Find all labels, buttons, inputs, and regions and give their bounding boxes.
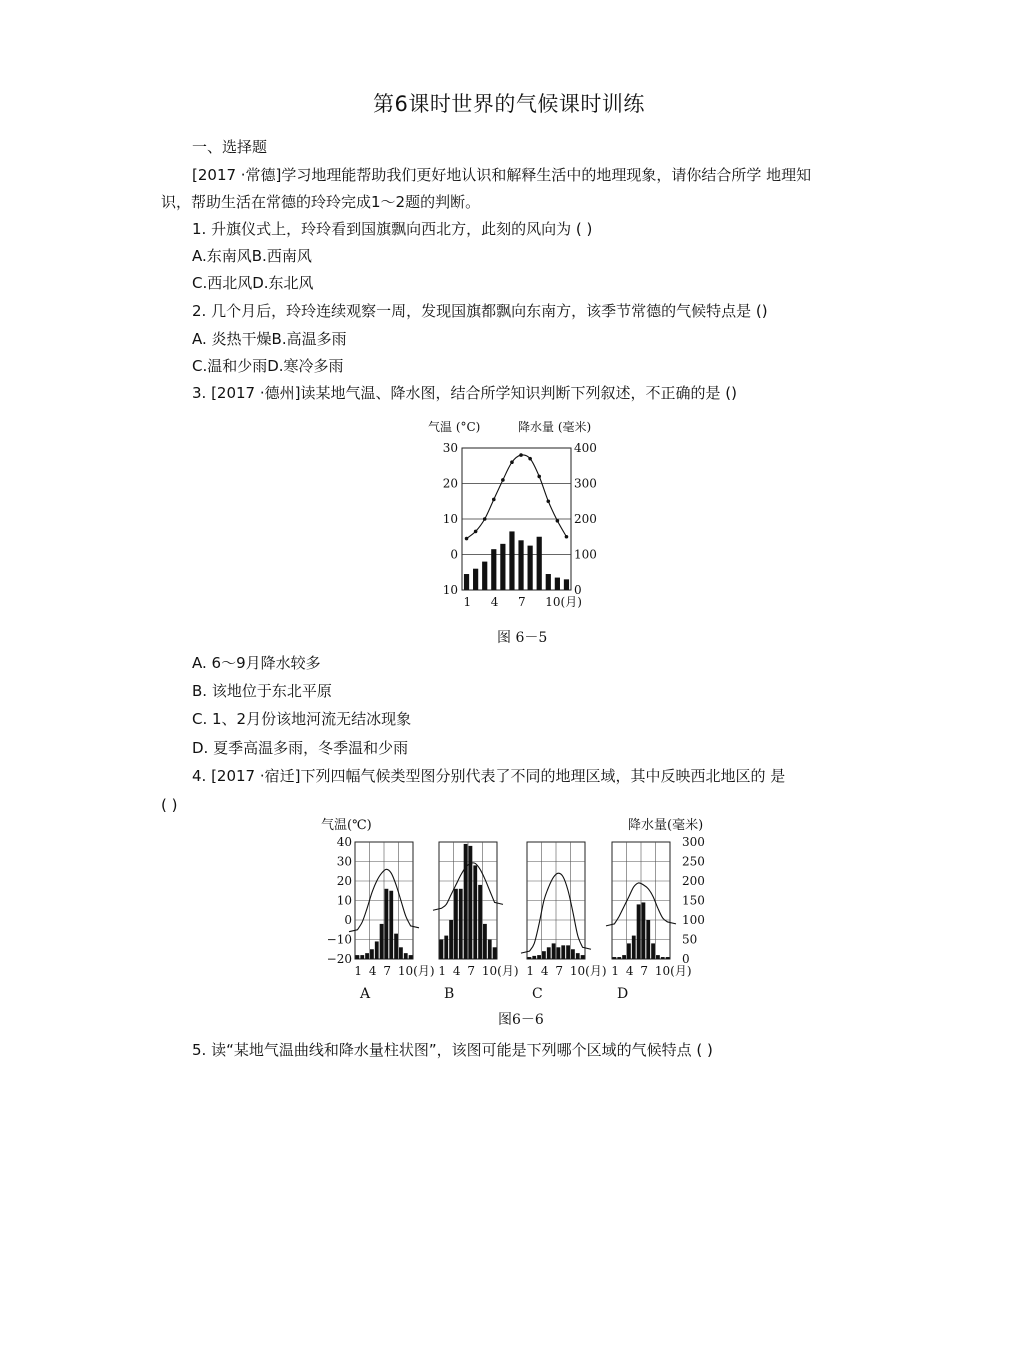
precipitation-tick-label: 50 — [682, 932, 698, 947]
temperature-tick-label: −10 — [326, 932, 352, 947]
month-tick-label: 7 — [518, 595, 526, 609]
precipitation-bar — [656, 955, 660, 959]
precipitation-axis-label: 降水量(毫米) — [628, 818, 704, 833]
precipitation-bar — [500, 544, 505, 590]
precipitation-bar — [532, 956, 536, 959]
question-2-stem: 2. 几个月后，玲玲连续观察一周，发现国旗都飘向东南方，该季节常德的气候特点是 () — [192, 302, 768, 320]
precipitation-bar — [493, 947, 497, 959]
temperature-point — [465, 537, 469, 541]
panel-label: A — [360, 986, 371, 1002]
month-tick-label: 7 — [467, 964, 476, 978]
precipitation-bar — [651, 943, 655, 959]
precipitation-bar — [482, 562, 487, 590]
temperature-tick-label: 0 — [344, 913, 352, 927]
precipitation-bar — [491, 549, 496, 590]
precipitation-bar — [473, 865, 477, 959]
precipitation-bar — [581, 955, 585, 959]
temperature-point — [501, 478, 505, 482]
precipitation-bar — [459, 889, 463, 959]
precipitation-bar — [555, 578, 560, 590]
precipitation-bar — [488, 940, 492, 960]
precipitation-bar — [528, 546, 533, 590]
month-tick-label: 7 — [640, 964, 649, 978]
precipitation-bar — [571, 949, 575, 959]
climate-charts-6-6-svg — [315, 812, 725, 1032]
precipitation-bar — [394, 934, 398, 959]
precipitation-bar — [632, 936, 636, 959]
precipitation-tick-label: 100 — [682, 913, 705, 927]
temperature-tick-label: 20 — [442, 476, 458, 491]
month-tick-label: 7 — [555, 964, 564, 978]
precipitation-bar — [399, 947, 403, 959]
precipitation-axis-label: 降水量 (毫米) — [518, 420, 592, 434]
temperature-point — [519, 453, 523, 457]
figure-caption: 图 6－5 — [497, 630, 548, 646]
precipitation-bar — [547, 947, 551, 959]
month-tick-label: 7 — [383, 964, 392, 978]
temperature-point — [546, 499, 550, 503]
precipitation-bar — [617, 957, 621, 959]
climate-chart-6-5-svg — [420, 412, 630, 652]
section-heading: 一、选择题 — [192, 138, 268, 156]
figure-caption: 图6－6 — [498, 1012, 544, 1028]
precipitation-tick-label: 300 — [682, 835, 705, 849]
month-tick-label: 1 — [463, 595, 472, 609]
precipitation-bar — [440, 940, 444, 960]
precipitation-bar — [404, 953, 408, 959]
page-title: 第6课时世界的气候课时训练 — [373, 92, 645, 116]
precipitation-bar — [576, 953, 580, 959]
month-tick-label: 1 — [526, 964, 535, 978]
precipitation-tick-label: 250 — [682, 854, 705, 869]
question-4-stem-continued: ( ) — [161, 796, 178, 814]
temperature-tick-label: −20 — [326, 952, 352, 966]
precipitation-tick-label: 400 — [574, 441, 597, 455]
precipitation-tick-label: 0 — [574, 583, 582, 597]
precipitation-bar — [454, 889, 458, 959]
precipitation-bar — [356, 955, 360, 959]
precipitation-bar — [409, 955, 413, 959]
question-1-options-ab: A.东南风B.西南风 — [192, 247, 312, 265]
precipitation-bar — [389, 891, 393, 959]
precipitation-bar — [380, 924, 384, 959]
question-3-option-b: B. 该地位于东北平原 — [192, 682, 332, 700]
intro-line-2: 识，帮助生活在常德的玲玲完成1～2题的判断。 — [161, 193, 481, 211]
precipitation-bar — [627, 943, 631, 959]
precipitation-bar — [528, 957, 532, 959]
question-5-stem: 5. 读“某地气温曲线和降水量柱状图”，该图可能是下列哪个区域的气候特点 ( ) — [192, 1041, 713, 1059]
precipitation-bar — [642, 902, 646, 959]
precipitation-bar — [564, 579, 569, 590]
temperature-tick-label: 30 — [442, 441, 458, 455]
panel-label: C — [532, 986, 543, 1002]
temperature-point — [556, 519, 560, 523]
precipitation-bar — [552, 943, 556, 959]
question-1-stem: 1. 升旗仪式上，玲玲看到国旗飘向西北方，此刻的风向为 ( ) — [192, 220, 593, 238]
precipitation-bar — [566, 945, 570, 959]
question-4-stem: 4. [2017 ·宿迁]下列四幅气候类型图分别代表了不同的地理区域，其中反映西北地区的 是 — [192, 767, 786, 785]
month-tick-label: 10(月) — [569, 964, 607, 978]
temperature-curve — [467, 455, 567, 539]
precipitation-bar — [483, 924, 487, 959]
precipitation-bar — [478, 885, 482, 959]
temperature-tick-label: 30 — [336, 854, 352, 869]
question-3-option-d: D. 夏季高温多雨，冬季温和少雨 — [192, 739, 409, 757]
precipitation-bar — [557, 947, 561, 959]
month-tick-label: 4 — [490, 595, 499, 609]
precipitation-bar — [365, 953, 369, 959]
climate-chart-6-5 — [420, 412, 630, 656]
temperature-axis-label: 气温(℃) — [321, 818, 372, 833]
panel-label: D — [617, 986, 629, 1002]
temperature-tick-label: 10 — [442, 583, 458, 597]
temperature-point — [492, 498, 496, 502]
intro-line-1: [2017 ·常德]学习地理能帮助我们更好地认识和解释生活中的地理现象，请你结合所学 地理知 — [192, 166, 812, 184]
precipitation-tick-label: 200 — [574, 512, 597, 526]
question-3-option-c: C. 1、2月份该地河流无结冰现象 — [192, 710, 412, 728]
temperature-tick-label: 10 — [336, 893, 352, 908]
question-2-options-ab: A. 炎热干燥B.高温多雨 — [192, 330, 347, 348]
precipitation-bar — [637, 904, 641, 959]
precipitation-bar — [385, 889, 389, 959]
month-tick-label: 4 — [625, 964, 634, 978]
question-3-option-a: A. 6～9月降水较多 — [192, 654, 321, 672]
precipitation-bar — [561, 945, 565, 959]
precipitation-bar — [537, 537, 542, 590]
precipitation-bar — [375, 941, 379, 959]
temperature-tick-label: 0 — [450, 547, 458, 562]
precipitation-tick-label: 150 — [682, 893, 705, 908]
panel-label: B — [444, 986, 455, 1002]
precipitation-bar — [613, 957, 617, 959]
month-tick-label: 4 — [540, 964, 549, 978]
precipitation-bar — [537, 955, 541, 959]
precipitation-bar — [370, 949, 374, 959]
temperature-tick-label: 40 — [336, 835, 352, 849]
precipitation-tick-label: 100 — [574, 547, 597, 562]
precipitation-bar — [449, 920, 453, 959]
precipitation-bar — [360, 955, 364, 959]
month-tick-label: 10(月) — [397, 964, 435, 978]
month-tick-label: 1 — [354, 964, 363, 978]
precipitation-bar — [473, 569, 478, 590]
precipitation-bar — [546, 574, 551, 590]
precipitation-bar — [646, 920, 650, 959]
temperature-axis-label: 气温 (°C) — [428, 420, 481, 434]
temperature-tick-label: 20 — [336, 874, 352, 888]
precipitation-bar — [509, 531, 514, 590]
precipitation-bar — [666, 957, 670, 959]
precipitation-bar — [518, 540, 523, 590]
precipitation-bar — [661, 957, 665, 959]
temperature-point — [528, 457, 532, 461]
temperature-point — [537, 475, 541, 479]
precipitation-bar — [464, 574, 469, 590]
question-2-options-cd: C.温和少雨D.寒冷多雨 — [192, 357, 344, 375]
precipitation-tick-label: 0 — [682, 952, 690, 966]
temperature-point — [565, 535, 569, 539]
month-tick-label: 10(月) — [654, 964, 692, 978]
month-tick-label: 10(月) — [545, 595, 582, 609]
precipitation-bar — [444, 936, 448, 959]
month-tick-label: 10(月) — [481, 964, 519, 978]
precipitation-bar — [542, 951, 546, 959]
precipitation-bar — [464, 844, 468, 959]
climate-charts-6-6 — [315, 812, 725, 1036]
precipitation-bar — [622, 955, 626, 959]
temperature-point — [483, 517, 487, 521]
question-1-options-cd: C.西北风D.东北风 — [192, 274, 314, 292]
temperature-tick-label: 10 — [442, 512, 458, 526]
question-3-stem: 3. [2017 ·德州]读某地气温、降水图，结合所学知识判断下列叙述，不正确的是 () — [192, 384, 737, 402]
precipitation-tick-label: 300 — [574, 476, 597, 491]
temperature-point — [510, 460, 514, 464]
month-tick-label: 4 — [452, 964, 461, 978]
precipitation-tick-label: 200 — [682, 874, 705, 888]
month-tick-label: 1 — [438, 964, 447, 978]
temperature-point — [474, 530, 478, 534]
month-tick-label: 1 — [611, 964, 620, 978]
month-tick-label: 4 — [368, 964, 377, 978]
